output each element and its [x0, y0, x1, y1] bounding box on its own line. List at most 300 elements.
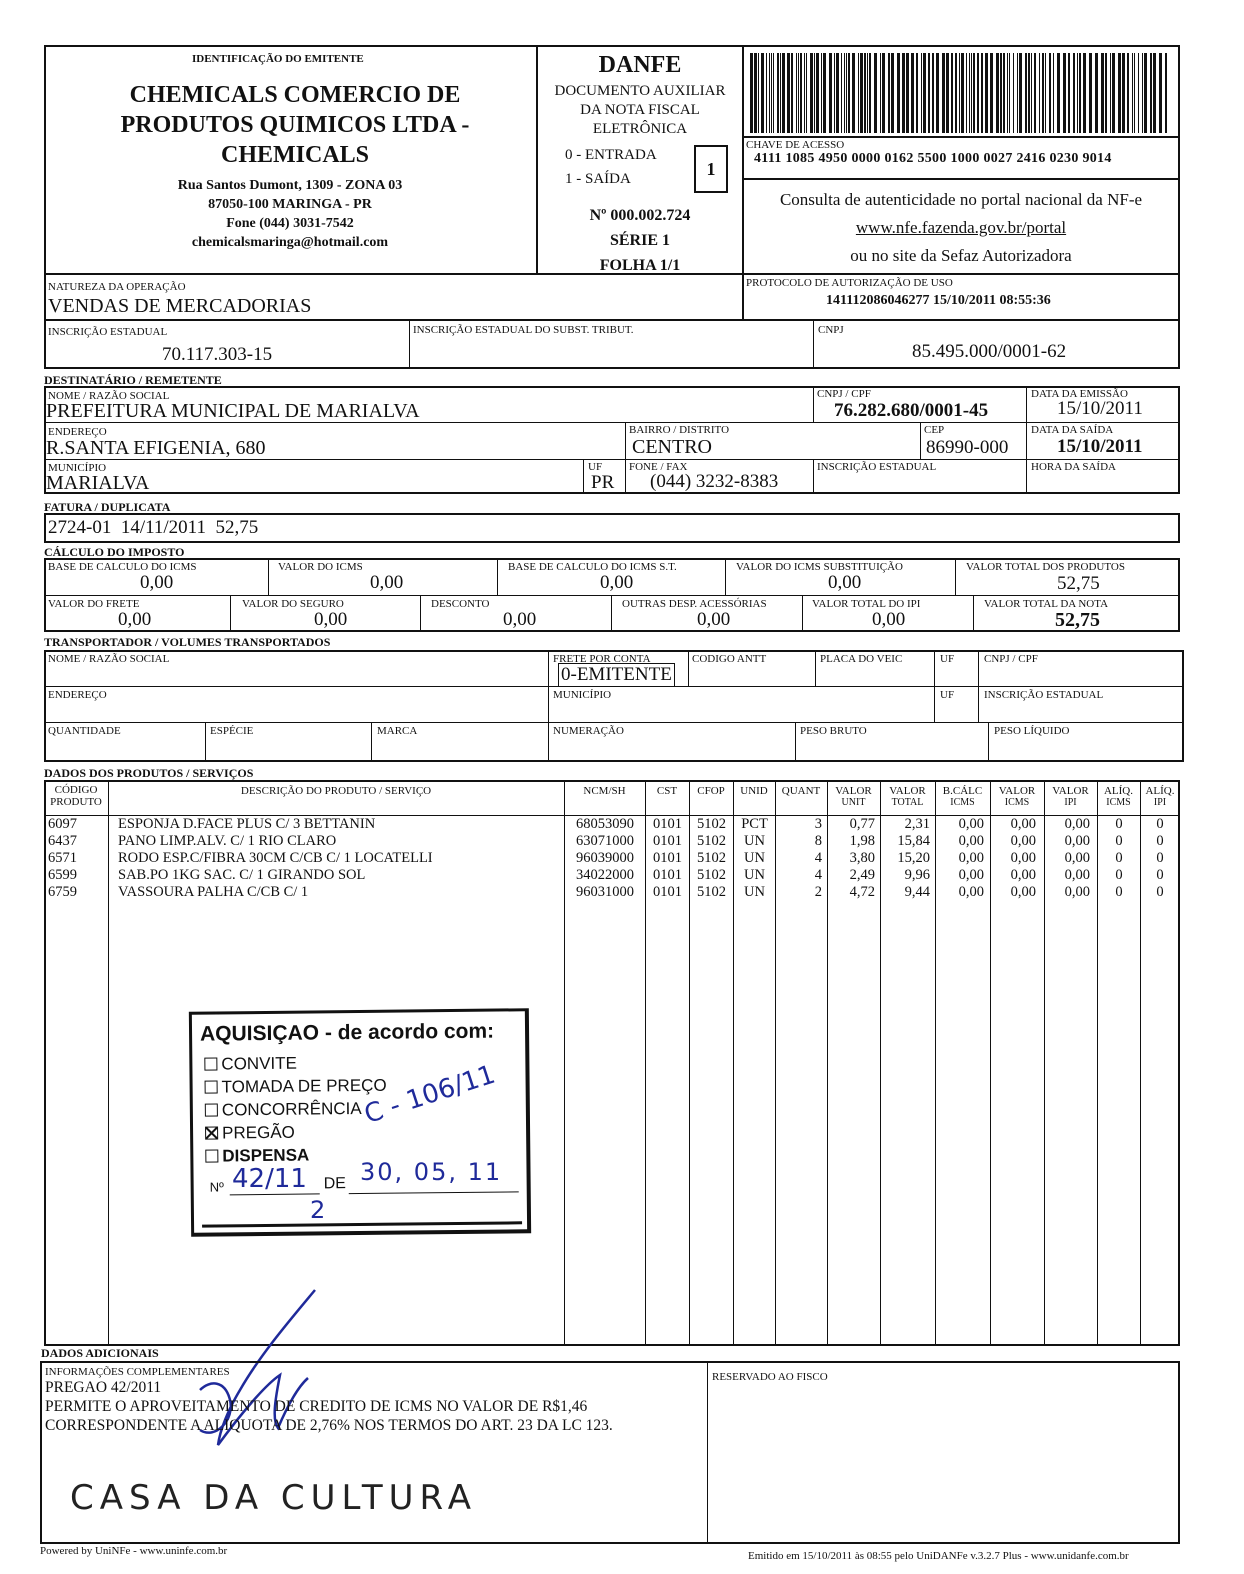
barcode-bar: [823, 53, 826, 133]
cell-vunit: 0,77: [849, 816, 875, 832]
cell-aipi: 0: [1156, 816, 1164, 832]
cell-cfop: 5102: [697, 850, 726, 866]
barcode-bar: [750, 53, 753, 133]
dest-fone: (044) 3232-8383: [650, 471, 779, 492]
fatura-value: 2724-01 14/11/2011 52,75: [48, 517, 259, 538]
barcode-bar: [834, 53, 835, 133]
table-row: [0, 850, 1244, 867]
ie-st-label: INSCRIÇÃO ESTADUAL DO SUBST. TRIBUT.: [413, 324, 634, 336]
transp-peso-liquido-label: PESO LÍQUIDO: [994, 725, 1070, 737]
barcode-bar: [1053, 53, 1054, 133]
transp-nome-label: NOME / RAZÃO SOCIAL: [48, 653, 170, 665]
base-st: 0,00: [600, 572, 634, 593]
dest-endereco: R.SANTA EFIGENIA, 680: [46, 437, 266, 459]
dest-cnpj-label: CNPJ / CPF: [817, 388, 871, 400]
cell-unid: PCT: [741, 816, 768, 832]
barcode-bar: [1112, 53, 1115, 133]
th-cfop: CFOP: [697, 785, 725, 797]
th-unid: UNID: [740, 785, 768, 797]
barcode-bar: [928, 53, 930, 133]
barcode-bar: [1013, 53, 1014, 133]
cell-aipi: 0: [1156, 867, 1164, 883]
ie-value: 70.117.303-15: [162, 344, 273, 365]
produtos-section-label: DADOS DOS PRODUTOS / SERVIÇOS: [44, 766, 254, 780]
barcode-bar: [1028, 53, 1030, 133]
table-row: [0, 884, 1244, 901]
cell-cst: 0101: [653, 833, 682, 849]
barcode-bar: [1159, 53, 1162, 133]
barcode-bar: [1045, 53, 1046, 133]
danfe-saida: 1 - SAÍDA: [565, 171, 631, 187]
cell-codigo: 6759: [48, 884, 77, 900]
dest-uf: PR: [591, 472, 615, 493]
th-vunit: VALOR UNIT: [835, 785, 872, 808]
imposto-section-label: CÁLCULO DO IMPOSTO: [44, 545, 185, 559]
barcode-bar: [836, 53, 839, 133]
dest-bairro-label: BAIRRO / DISTRITO: [629, 424, 730, 436]
transp-especie-label: ESPÉCIE: [210, 725, 254, 737]
protocolo-value: 141112086046277 15/10/2011 08:55:36: [826, 293, 1051, 308]
cell-cfop: 5102: [697, 867, 726, 883]
cnpj-value: 85.495.000/0001-62: [912, 341, 1067, 362]
barcode-bar: [1057, 53, 1060, 133]
barcode-bar: [959, 53, 960, 133]
cell-vunit: 3,80: [849, 850, 875, 866]
cell-vunit: 4,72: [849, 884, 875, 900]
cell-ncm: 68053090: [576, 816, 634, 832]
barcode-bar: [1003, 53, 1005, 133]
barcode-bar: [1007, 53, 1008, 133]
barcode-bar: [852, 53, 855, 133]
barcode-bar: [1127, 53, 1129, 133]
transportador-section-label: TRANSPORTADOR / VOLUMES TRANSPORTADOS: [44, 635, 331, 649]
barcode-bar: [961, 53, 964, 133]
valor-st-label: VALOR DO ICMS SUBSTITUIÇÃO: [736, 561, 903, 573]
barcode-bar: [780, 53, 781, 133]
barcode-bar: [897, 53, 900, 133]
cell-unid: UN: [744, 833, 765, 849]
barcode-bar: [1105, 53, 1107, 133]
barcode-bar: [1165, 53, 1167, 133]
barcode-bar: [869, 53, 871, 133]
barcode-bar: [977, 53, 979, 133]
barcode-bar: [880, 53, 881, 133]
barcode-bar: [1049, 53, 1051, 133]
barcode-bar: [804, 53, 805, 133]
valor-icms-label: VALOR DO ICMS: [278, 561, 363, 573]
stamp-numero-label: Nº: [209, 1179, 224, 1195]
cell-codigo: 6097: [48, 816, 77, 832]
th-vipi: VALOR IPI: [1052, 785, 1089, 808]
cell-aipi: 0: [1156, 850, 1164, 866]
dest-municipio-label: MUNICÍPIO: [48, 462, 107, 474]
barcode-bar: [846, 53, 847, 133]
checkbox-icon: [205, 1103, 218, 1116]
cell-unid: UN: [744, 850, 765, 866]
cell-vunit: 2,49: [849, 867, 875, 883]
frete: 0,00: [118, 609, 152, 630]
cell-vipi: 0,00: [1064, 833, 1090, 849]
cell-vtotal: 9,96: [904, 867, 930, 883]
checkbox-icon: [205, 1149, 218, 1162]
cell-quant: 3: [814, 816, 822, 832]
barcode-bar: [1118, 53, 1121, 133]
danfe-tipo-box: 1: [694, 145, 728, 193]
barcode-bar: [1000, 53, 1002, 133]
cell-vicms: 0,00: [1010, 884, 1036, 900]
barcode-bar: [796, 53, 797, 133]
barcode-bar: [1031, 53, 1032, 133]
outras-label: OUTRAS DESP. ACESSÓRIAS: [622, 598, 767, 610]
barcode-bar: [1095, 53, 1098, 133]
dest-endereco-label: ENDEREÇO: [48, 426, 107, 438]
total-prod-label: VALOR TOTAL DOS PRODUTOS: [966, 561, 1125, 573]
barcode-bar: [951, 53, 953, 133]
natureza-label: NATUREZA DA OPERAÇÃO: [48, 281, 186, 293]
stamp-hand-ref: C - 106/11: [360, 1059, 499, 1130]
barcode-bar: [996, 53, 999, 133]
barcode-bar: [911, 53, 914, 133]
barcode-bar: [1153, 53, 1156, 133]
barcode-bar: [1089, 53, 1092, 133]
barcode-bar: [844, 53, 845, 133]
transp-quantidade-label: QUANTIDADE: [48, 725, 121, 737]
th-vtotal: VALOR TOTAL: [889, 785, 926, 808]
stamp-opt-convite: CONVITE: [204, 1054, 297, 1075]
barcode-bar: [1134, 53, 1135, 133]
barcode-bar: [1144, 53, 1147, 133]
th-cst: CST: [656, 785, 678, 797]
barcode-bar: [1138, 53, 1139, 133]
cell-ncm: 63071000: [576, 833, 634, 849]
cell-codigo: 6571: [48, 850, 77, 866]
table-row: [0, 833, 1244, 850]
barcode-bar: [942, 53, 945, 133]
cell-bcalc: 0,00: [958, 884, 984, 900]
handwritten-note: CASA DA CULTURA: [70, 1478, 477, 1518]
cell-vipi: 0,00: [1064, 850, 1090, 866]
cell-cst: 0101: [653, 816, 682, 832]
barcode-bar: [1063, 53, 1066, 133]
barcode-bar: [798, 53, 799, 133]
barcode-bar: [867, 53, 868, 133]
stamp-hand-date: 30, 05, 11: [360, 1158, 503, 1186]
dest-nome-label: NOME / RAZÃO SOCIAL: [48, 390, 170, 402]
cell-quant: 8: [814, 833, 822, 849]
base-icms: 0,00: [140, 572, 174, 593]
cell-ncm: 96031000: [576, 884, 634, 900]
natureza-value: VENDAS DE MERCADORIAS: [48, 295, 312, 317]
cell-quant: 4: [814, 850, 822, 866]
cell-vunit: 1,98: [849, 833, 875, 849]
barcode-bar: [902, 53, 905, 133]
cell-vtotal: 15,84: [897, 833, 930, 849]
barcode-bar: [754, 53, 757, 133]
transp-peso-bruto-label: PESO BRUTO: [800, 725, 867, 737]
barcode-bar: [1073, 53, 1075, 133]
checkbox-icon: [204, 1057, 217, 1070]
cell-cst: 0101: [653, 867, 682, 883]
stamp-de-label: DE: [323, 1175, 346, 1193]
produtos-rows: [0, 816, 1244, 906]
base-icms-label: BASE DE CALCULO DO ICMS: [48, 561, 197, 573]
barcode-bar: [916, 53, 918, 133]
stamp-opt-dispensa: DISPENSA: [205, 1146, 309, 1167]
desconto-label: DESCONTO: [431, 598, 490, 610]
barcode-bar: [771, 53, 772, 133]
barcode-bar: [1110, 53, 1111, 133]
barcode-bar: [858, 53, 859, 133]
barcode-bar: [874, 53, 877, 133]
danfe-title: DANFE: [598, 52, 682, 78]
transp-uf-label: UF: [940, 653, 955, 665]
info-label: INFORMAÇÕES COMPLEMENTARES: [45, 1366, 230, 1378]
valor-st: 0,00: [828, 572, 862, 593]
dest-nome: PREFEITURA MUNICIPAL DE MARIALVA: [46, 400, 420, 422]
transp-antt-label: CODIGO ANTT: [692, 653, 767, 665]
barcode-bar: [990, 53, 993, 133]
stamp-hand-mark: 2: [310, 1196, 326, 1224]
barcode-bar: [777, 53, 779, 133]
barcode-bar: [782, 53, 785, 133]
cell-descricao: VASSOURA PALHA C/CB C/ 1: [118, 884, 309, 900]
barcode-bar: [1068, 53, 1070, 133]
table-row: [0, 816, 1244, 833]
barcode-bar: [1122, 53, 1125, 133]
total-nota-label: VALOR TOTAL DA NOTA: [984, 598, 1109, 610]
checkbox-checked-icon: [205, 1126, 218, 1139]
checkbox-icon: [205, 1080, 218, 1093]
total-prod: 52,75: [1057, 573, 1100, 594]
cell-quant: 2: [814, 884, 822, 900]
outras: 0,00: [697, 609, 731, 630]
chave-label: CHAVE DE ACESSO: [746, 139, 845, 151]
cell-aipi: 0: [1156, 884, 1164, 900]
cell-ncm: 34022000: [576, 867, 634, 883]
barcode-bar: [1077, 53, 1078, 133]
barcode-bar: [955, 53, 957, 133]
th-vicms: VALOR ICMS: [998, 785, 1036, 808]
consulta-text: Consulta de autenticidade no portal nacional da NF-e www.nfe.fazenda.gov.br/portal ou no site da Sefaz Autorizadora: [742, 186, 1180, 270]
barcode-bar: [1039, 53, 1040, 133]
cell-codigo: 6599: [48, 867, 77, 883]
barcode-bar: [800, 53, 802, 133]
barcode-bar: [1019, 53, 1022, 133]
dest-uf-label: UF: [588, 461, 603, 473]
barcode-bar: [761, 53, 764, 133]
barcode-bar: [773, 53, 774, 133]
th-aipi: ALÍQ. IPI: [1145, 785, 1175, 808]
cell-vtotal: 2,31: [904, 816, 930, 832]
cell-aicms: 0: [1115, 884, 1123, 900]
barcode-bar: [814, 53, 815, 133]
cell-aipi: 0: [1156, 833, 1164, 849]
barcode-bar: [1042, 53, 1044, 133]
cell-descricao: RODO ESP.C/FIBRA 30CM C/CB C/ 1 LOCATELLI: [118, 850, 433, 866]
stamp-opt-pregao: PREGÃO: [205, 1123, 295, 1144]
cell-vipi: 0,00: [1064, 884, 1090, 900]
barcode-bar: [966, 53, 967, 133]
cell-vtotal: 9,44: [904, 884, 930, 900]
seguro: 0,00: [314, 609, 348, 630]
emitente-address: Rua Santos Dumont, 1309 - ZONA 03 87050-100 MARINGA - PR Fone (044) 3031-7542 chemicalsmaringa@hotmail.com: [177, 178, 403, 250]
stamp-opt-tomada: TOMADA DE PREÇO: [205, 1076, 387, 1098]
cell-descricao: PANO LIMP.ALV. C/ 1 RIO CLARO: [118, 833, 337, 849]
seguro-label: VALOR DO SEGURO: [242, 598, 344, 610]
dest-cep-label: CEP: [924, 424, 945, 436]
cell-vtotal: 15,20: [897, 850, 930, 866]
barcode-bar: [848, 53, 850, 133]
total-nota: 52,75: [1055, 609, 1100, 631]
transp-frete: 0-EMITENTE: [558, 663, 675, 687]
barcode-bar: [985, 53, 988, 133]
dest-cnpj: 76.282.680/0001-45: [834, 400, 989, 421]
th-descricao: DESCRIÇÃO DO PRODUTO / SERVIÇO: [240, 785, 432, 797]
barcode-bar: [921, 53, 922, 133]
barcode-bar: [787, 53, 790, 133]
cell-aicms: 0: [1115, 850, 1123, 866]
base-st-label: BASE DE CALCULO DO ICMS S.T.: [508, 561, 677, 573]
barcode-bar: [769, 53, 770, 133]
dest-emissao: 15/10/2011: [1057, 398, 1143, 419]
barcode-bar: [946, 53, 949, 133]
cell-vipi: 0,00: [1064, 867, 1090, 883]
dest-municipio: MARIALVA: [46, 472, 150, 494]
barcode-bar: [1017, 53, 1018, 133]
th-aicms: ALÍQ. ICMS: [1103, 785, 1134, 808]
destinatario-section-label: DESTINATÁRIO / REMETENTE: [44, 373, 222, 387]
barcode-bar: [1132, 53, 1133, 133]
cell-bcalc: 0,00: [958, 867, 984, 883]
cell-cst: 0101: [653, 884, 682, 900]
emitente-section-label: IDENTIFICAÇÃO DO EMITENTE: [192, 53, 364, 65]
transp-cnpj-label: CNPJ / CPF: [984, 653, 1038, 665]
dest-ie-label: INSCRIÇÃO ESTADUAL: [817, 461, 937, 473]
cell-bcalc: 0,00: [958, 816, 984, 832]
th-bcalc: B.CÁLC ICMS: [942, 785, 983, 808]
frete-label: VALOR DO FRETE: [48, 598, 140, 610]
dest-fone-label: FONE / FAX: [629, 461, 688, 473]
barcode-bar: [969, 53, 970, 133]
barcode-bar: [821, 53, 822, 133]
fisco-label: RESERVADO AO FISCO: [712, 1371, 828, 1383]
cell-quant: 4: [814, 867, 822, 883]
dest-hora-label: HORA DA SAÍDA: [1031, 461, 1116, 473]
barcode-bar: [1150, 53, 1152, 133]
adicionais-section-label: DADOS ADICIONAIS: [41, 1346, 159, 1360]
protocolo-label: PROTOCOLO DE AUTORIZAÇÃO DE USO: [746, 277, 953, 289]
barcode-bar: [973, 53, 975, 133]
barcode-bar: [1101, 53, 1104, 133]
danfe-numero: Nº 000.002.724 SÉRIE 1 FOLHA 1/1: [589, 207, 691, 274]
consulta-url[interactable]: www.nfe.fazenda.gov.br/portal: [855, 218, 1067, 237]
footer-left: Powered by UniNFe - www.uninfe.com.br: [40, 1545, 228, 1557]
transp-ie-label: INSCRIÇÃO ESTADUAL: [984, 689, 1104, 701]
aquisicao-stamp: [189, 1008, 531, 1237]
transp-marca-label: MARCA: [377, 725, 418, 737]
barcode-bar: [882, 53, 885, 133]
cell-vicms: 0,00: [1010, 816, 1036, 832]
table-row: [0, 867, 1244, 884]
ie-label: INSCRIÇÃO ESTADUAL: [48, 326, 168, 338]
barcode-bar: [758, 53, 759, 133]
barcode-bar: [923, 53, 926, 133]
barcode-bar: [981, 53, 983, 133]
transp-frete-label: FRETE POR CONTA: [553, 653, 651, 665]
stamp-opt-concorrencia: CONCORRÊNCIA: [205, 1099, 362, 1121]
cell-descricao: SAB.PO 1KG SAC. C/ 1 GIRANDO SOL: [118, 867, 366, 883]
info-text: PREGAO 42/2011 PERMITE O APROVEITAMENTO DE CREDITO DE ICMS NO VALOR DE R$1,46 CORRESPONDENTE A ALIQUOTA DE 2,76% NOS TERMOS DO ART. 23 DA LC 123.: [45, 1379, 613, 1434]
barcode-bar: [1079, 53, 1081, 133]
th-codigo: CÓDIGO PRODUTO: [50, 784, 102, 808]
valor-icms: 0,00: [370, 572, 404, 593]
cell-unid: UN: [744, 867, 765, 883]
desconto: 0,00: [503, 609, 537, 630]
dest-bairro: CENTRO: [632, 436, 712, 458]
barcode-bar: [841, 53, 842, 133]
cell-aicms: 0: [1115, 867, 1123, 883]
transp-uf2-label: UF: [940, 689, 955, 701]
barcode-bar: [816, 53, 819, 133]
dest-saida-label: DATA DA SAÍDA: [1031, 424, 1114, 436]
barcode-bar: [829, 53, 832, 133]
cell-vicms: 0,00: [1010, 850, 1036, 866]
cell-vipi: 0,00: [1064, 816, 1090, 832]
th-quant: QUANT: [781, 785, 821, 797]
ipi-label: VALOR TOTAL DO IPI: [812, 598, 921, 610]
transp-numeracao-label: NUMERAÇÃO: [553, 725, 624, 737]
cell-bcalc: 0,00: [958, 850, 984, 866]
dest-saida: 15/10/2011: [1057, 436, 1143, 457]
chave-value: 4111 1085 4950 0000 0162 5500 1000 0027 2416 0230 9014: [754, 151, 1112, 166]
cell-ncm: 96039000: [576, 850, 634, 866]
cell-codigo: 6437: [48, 833, 77, 849]
cell-cfop: 5102: [697, 884, 726, 900]
cell-descricao: ESPONJA D.FACE PLUS C/ 3 BETTANIN: [118, 816, 376, 832]
cell-unid: UN: [744, 884, 765, 900]
barcode-bar: [791, 53, 793, 133]
barcode-bar: [891, 53, 894, 133]
ipi: 0,00: [872, 609, 906, 630]
barcode-bar: [806, 53, 807, 133]
th-ncm: NCM/SH: [583, 785, 626, 797]
barcode-bar: [888, 53, 890, 133]
barcode-bar: [932, 53, 934, 133]
barcode-bar: [1142, 53, 1143, 133]
footer-right: Emitido em 15/10/2011 às 08:55 pelo UniDANFe v.3.2.7 Plus - www.unidanfe.com.br: [748, 1550, 1129, 1562]
barcode-bar: [1083, 53, 1086, 133]
cell-vicms: 0,00: [1010, 833, 1036, 849]
emitente-name: CHEMICALS COMERCIO DE PRODUTOS QUIMICOS LTDA - CHEMICALS: [120, 82, 470, 168]
cell-cst: 0101: [653, 850, 682, 866]
barcode-bar: [906, 53, 909, 133]
barcode: [750, 53, 1170, 133]
stamp-title: AQUISIÇAO - de acordo com:: [199, 1019, 495, 1046]
barcode-bar: [864, 53, 866, 133]
fatura-section-label: FATURA / DUPLICATA: [44, 500, 171, 514]
barcode-bar: [766, 53, 767, 133]
cell-vicms: 0,00: [1010, 867, 1036, 883]
barcode-bar: [936, 53, 939, 133]
cell-cfop: 5102: [697, 833, 726, 849]
danfe-subtitle: DOCUMENTO AUXILIAR DA NOTA FISCAL ELETRÔNICA: [554, 83, 726, 137]
cell-cfop: 5102: [697, 816, 726, 832]
stamp-hand-num: 42/11: [232, 1164, 307, 1194]
transp-endereco-label: ENDEREÇO: [48, 689, 107, 701]
cnpj-label: CNPJ: [818, 324, 844, 336]
barcode-bar: [810, 53, 813, 133]
cell-aicms: 0: [1115, 816, 1123, 832]
